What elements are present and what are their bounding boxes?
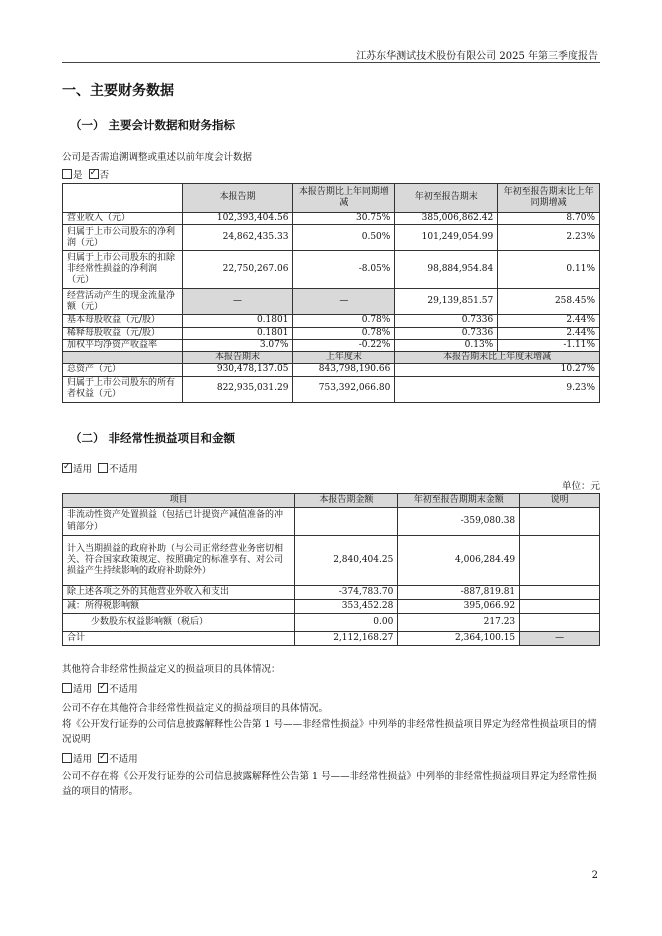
checkbox-no-checked[interactable] (89, 169, 99, 179)
subsection-title-2: （二） 非经常性损益项目和金额 (70, 431, 236, 445)
restate-options (62, 167, 109, 181)
checkbox-no-label: 否 (99, 170, 110, 181)
applicable-options-1: ✓适用 不适用 (62, 461, 138, 475)
page-number: 2 (591, 870, 598, 881)
table-row: 稀释每股收益（元/股） 0.1801 0.78% 0.7336 2.44% (63, 327, 600, 339)
header-cell: 本报告期 (182, 184, 293, 213)
restate-question: 公司是否需追溯调整或重述以前年度会计数据 (62, 152, 253, 163)
other-items-text: 公司不存在其他符合非经常性损益定义的损益项目的具体情况。 (62, 703, 329, 714)
defined-items-text: 公司不存在将《公开发行证券的公司信息披露解释性公告第 1 号——非经常性损益》中列举的非经常性损益项目界定为经常性损益的项目的情形。 (62, 771, 597, 797)
unit-label: 单位：元 (561, 481, 600, 492)
checkbox-applicable[interactable] (62, 683, 72, 693)
table-header-row-2: 本报告期末 上年度末 本报告期末比上年度末增减 (63, 352, 600, 364)
checkbox-applicable-checked[interactable] (62, 463, 72, 473)
table-row: 归属于上市公司股东的净利润（元） 24,862,435.33 0.50% 101,249,054.99 2.23% (63, 225, 600, 251)
checkbox-not-applicable-checked[interactable] (98, 683, 108, 693)
checkbox-not-applicable-checked[interactable] (98, 753, 108, 763)
table-header-row (63, 184, 600, 213)
defined-items-heading: 将《公开发行证券的公司信息披露解释性公告第 1 号——非经常性损益》中列举的非经常性损益项目界定为经常性损益项目的情况说明 (62, 719, 597, 745)
checkbox-yes[interactable] (62, 169, 72, 179)
checkbox-not-applicable[interactable] (98, 463, 108, 473)
financial-data-table (62, 183, 600, 403)
table-row: 少数股东权益影响额（税后） 0.00 217.23 (63, 614, 600, 632)
report-header: 江苏东华测试技术股份有限公司 2025 年第三季度报告 (356, 51, 598, 62)
other-items-heading: 其他符合非经常性损益定义的损益项目的具体情况： (62, 664, 281, 675)
table-row: 加权平均净资产收益率 3.07% -0.22% 0.13% -1.11% (63, 339, 600, 351)
table-row-total: 合计 2,112,168.27 2,364,100.15 — (63, 632, 600, 646)
applicable-options-3: 适用 ✓ 不适用 (62, 751, 138, 765)
table-row: 减：所得税影响额 353,452.28 395,066.92 (63, 600, 600, 614)
header-cell (63, 184, 183, 213)
checkbox-applicable[interactable] (62, 753, 72, 763)
header-cell: 本报告期比上年同期增减 (293, 184, 395, 213)
section-title: 一、主要财务数据 (62, 83, 174, 99)
table-row: 除上述各项之外的其他营业外收入和支出 -374,783.70 -887,819.81 (63, 586, 600, 600)
table-row: 总资产（元） 930,478,137.05 843,798,190.66 10.27% (63, 364, 600, 376)
header-cell: 年初至报告期末 (395, 184, 498, 213)
table-row: 基本每股收益（元/股） 0.1801 0.78% 0.7336 2.44% (63, 315, 600, 327)
table-row: 计入当期损益的政府补助（与公司正常经营业务密切相关、符合国家政策规定、按照确定的标准享有、对公司损益产生持续影响的政府补助除外） 2,840,404.25 4,006,284.49 (63, 536, 600, 586)
subsection-title-1: （一） 主要会计数据和财务指标 (70, 118, 236, 132)
table-header-row: 项目 本报告期金额 年初至报告期期末金额 说明 (63, 494, 600, 508)
table-row: 归属于上市公司股东的扣除非经常性损益的净利润（元） 22,750,267.06 -8.05% 98,884,954.84 0.11% (63, 251, 600, 289)
header-cell: 年初至报告期末比上年同期增减 (498, 184, 600, 213)
non-recurring-items-table (62, 493, 600, 646)
applicable-options-2: 适用 ✓ 不适用 (62, 681, 138, 695)
table-row: 非流动性资产处置损益（包括已计提资产减值准备的冲销部分） -359,080.38 (63, 508, 600, 536)
table-row: 营业收入（元） 102,393,404.56 30.75% 385,006,862.42 8.70% (63, 213, 600, 225)
table-row: 经营活动产生的现金流量净额（元） — — 29,139,851.57 258.45% (63, 289, 600, 315)
checkbox-yes-label: 是 (73, 170, 83, 181)
table-row: 归属于上市公司股东的所有者权益（元） 822,935,031.29 753,392,066.80 9.23% (63, 376, 600, 402)
header-rule (62, 62, 600, 63)
